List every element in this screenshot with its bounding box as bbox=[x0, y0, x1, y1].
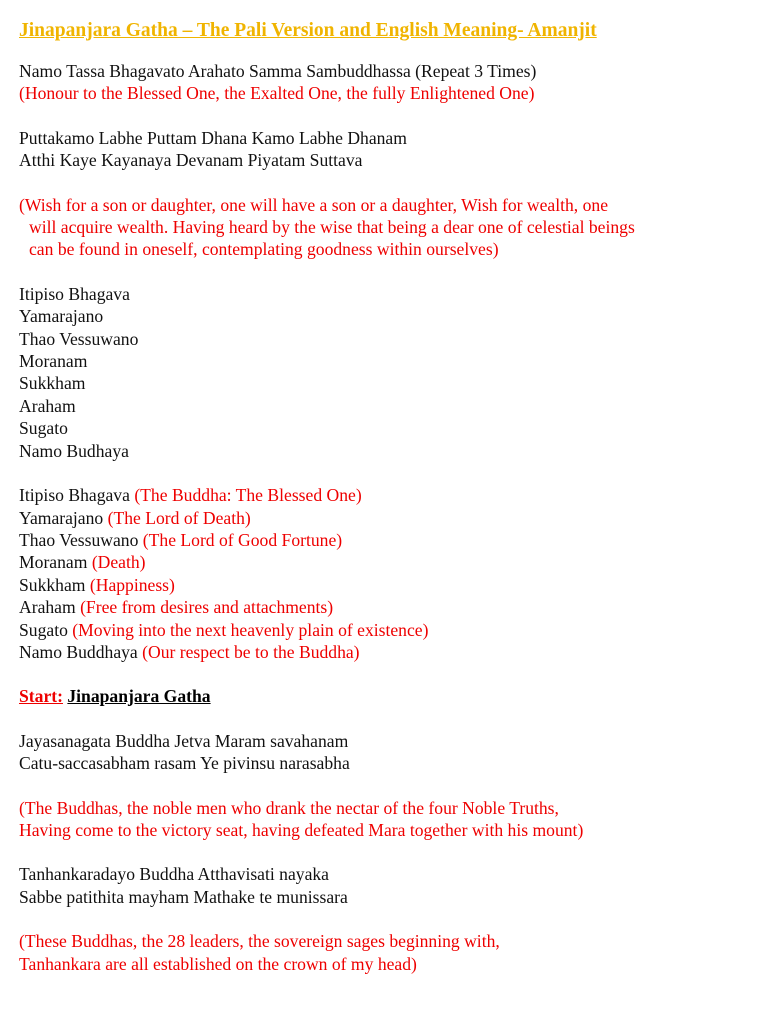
verse2-meaning-block bbox=[19, 797, 754, 842]
name-item: Araham bbox=[19, 395, 76, 416]
meaning-line: Having come to the victory seat, having defeated Mara together with his mount) bbox=[19, 819, 584, 840]
name-meaning: (The Lord of Death) bbox=[107, 507, 251, 528]
name-meaning-row bbox=[19, 574, 754, 596]
start-title: Jinapanjara Gatha bbox=[67, 686, 211, 707]
name-meaning: (The Lord of Good Fortune) bbox=[142, 529, 343, 550]
name-pali: Thao Vessuwano bbox=[19, 529, 143, 550]
name-meaning: (Happiness) bbox=[89, 574, 175, 595]
name-meaning-row bbox=[19, 529, 754, 551]
meaning-line: Tanhankara are all established on the crown of my head) bbox=[19, 953, 417, 974]
names-list bbox=[19, 283, 754, 462]
name-item: Moranam bbox=[19, 351, 88, 372]
name-item: Namo Budhaya bbox=[19, 440, 129, 461]
intro-pali: Namo Tassa Bhagavato Arahato Samma Sambuddhassa (Repeat 3 Times) bbox=[19, 61, 537, 81]
name-meaning-row bbox=[19, 507, 754, 529]
name-meaning-row bbox=[19, 619, 754, 641]
start-label: Start: bbox=[19, 686, 63, 707]
name-pali: Sukkham bbox=[19, 574, 90, 595]
name-meaning-row bbox=[19, 484, 754, 506]
name-pali: Itipiso Bhagava bbox=[19, 485, 135, 506]
verse-line: Jayasanagata Buddha Jetva Maram savahanam bbox=[19, 730, 349, 751]
name-meaning-row bbox=[19, 551, 754, 573]
verse-line: Atthi Kaye Kayanaya Devanam Piyatam Suttava bbox=[19, 150, 363, 171]
name-meaning: (Moving into the next heavenly plain of existence) bbox=[72, 619, 429, 640]
name-item: Sugato bbox=[19, 418, 68, 439]
name-pali: Sugato bbox=[19, 619, 73, 640]
name-meaning: (Death) bbox=[91, 552, 146, 573]
verse2-pali-block bbox=[19, 730, 754, 775]
intro-block bbox=[19, 60, 754, 105]
meaning-line: can be found in oneself, contemplating goodness within ourselves) bbox=[29, 239, 499, 260]
name-item: Thao Vessuwano bbox=[19, 328, 139, 349]
name-item: Yamarajano bbox=[19, 306, 104, 327]
verse3-meaning-block bbox=[19, 930, 754, 975]
verse1-pali-block bbox=[19, 127, 754, 172]
name-meaning-row bbox=[19, 641, 754, 663]
verse-line: Tanhankaradayo Buddha Atthavisati nayaka bbox=[19, 864, 329, 885]
start-heading bbox=[19, 685, 754, 707]
verse-line: Catu-saccasabham rasam Ye pivinsu narasabha bbox=[19, 753, 350, 774]
name-pali: Araham bbox=[19, 597, 81, 618]
name-item: Itipiso Bhagava bbox=[19, 283, 130, 304]
verse1-meaning-block bbox=[19, 194, 754, 261]
name-pali: Yamarajano bbox=[19, 507, 108, 528]
meaning-line: (These Buddhas, the 28 leaders, the sovereign sages beginning with, bbox=[19, 931, 500, 952]
verse-line: Sabbe patithita mayham Mathake te munissara bbox=[19, 886, 348, 907]
names-meanings-list bbox=[19, 484, 754, 663]
meaning-line: will acquire wealth. Having heard by the wise that being a dear one of celestial beings bbox=[29, 217, 635, 238]
verse3-pali-block bbox=[19, 863, 754, 908]
name-meaning-row bbox=[19, 596, 754, 618]
name-meaning: (Our respect be to the Buddha) bbox=[142, 641, 360, 662]
page-title: Jinapanjara Gatha – The Pali Version and English Meaning- Amanjit bbox=[19, 20, 597, 41]
document-page bbox=[19, 18, 754, 997]
name-item: Sukkham bbox=[19, 373, 86, 394]
name-pali: Moranam bbox=[19, 552, 92, 573]
verse-line: Puttakamo Labhe Puttam Dhana Kamo Labhe Dhanam bbox=[19, 127, 407, 148]
intro-meaning: (Honour to the Blessed One, the Exalted One, the fully Enlightened One) bbox=[19, 83, 535, 104]
meaning-line: (The Buddhas, the noble men who drank the nectar of the four Noble Truths, bbox=[19, 797, 559, 818]
name-meaning: (The Buddha: The Blessed One) bbox=[134, 485, 362, 506]
name-pali: Namo Buddhaya bbox=[19, 641, 143, 662]
meaning-line: (Wish for a son or daughter, one will have a son or a daughter, Wish for wealth, one bbox=[19, 194, 609, 215]
name-meaning: (Free from desires and attachments) bbox=[80, 597, 334, 618]
